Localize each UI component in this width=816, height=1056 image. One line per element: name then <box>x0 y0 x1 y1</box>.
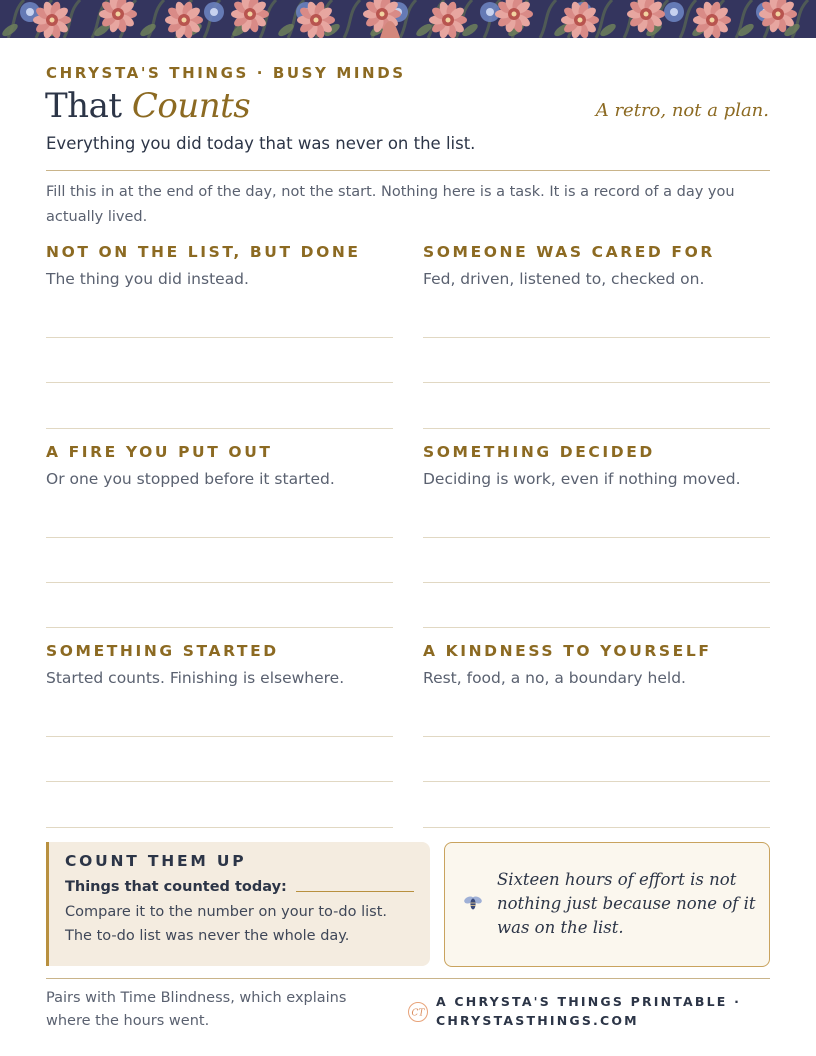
section-prompt: Started counts. Finishing is elsewhere. <box>46 669 345 687</box>
ct-logo-text: CT <box>411 1008 425 1019</box>
writing-line[interactable] <box>423 537 770 538</box>
section-prompt: Deciding is work, even if nothing moved. <box>423 470 741 488</box>
writing-line[interactable] <box>46 736 393 737</box>
writing-line[interactable] <box>46 781 393 782</box>
header-divider <box>46 170 770 171</box>
footer-credit <box>436 992 741 1030</box>
section-something-decided <box>423 440 770 490</box>
writing-line[interactable] <box>46 827 393 828</box>
writing-line[interactable] <box>46 537 393 538</box>
section-label: SOMETHING STARTED <box>46 642 279 660</box>
footer-divider <box>46 978 770 979</box>
count-field-row <box>65 879 414 895</box>
writing-line[interactable] <box>423 827 770 828</box>
section-prompt: The thing you did instead. <box>46 270 249 288</box>
writing-line[interactable] <box>423 781 770 782</box>
writing-line[interactable] <box>46 337 393 338</box>
section-something-started <box>46 639 393 689</box>
writing-line[interactable] <box>423 582 770 583</box>
footer-credit-line1: A CHRYSTA'S THINGS PRINTABLE · <box>436 994 742 1009</box>
section-label: A KINDNESS TO YOURSELF <box>423 642 712 660</box>
writing-line[interactable] <box>46 428 393 429</box>
writing-line[interactable] <box>423 736 770 737</box>
footer-note: Pairs with Time Blindness, which explains where the hours went. <box>46 990 347 1029</box>
section-prompt: Or one you stopped before it started. <box>46 470 335 488</box>
ct-logo-icon <box>407 1001 429 1027</box>
writing-line[interactable] <box>423 382 770 383</box>
writing-line[interactable] <box>46 582 393 583</box>
section-prompt: Fed, driven, listened to, checked on. <box>423 270 705 288</box>
writing-line[interactable] <box>423 337 770 338</box>
tagline: A retro, not a plan. <box>595 100 769 121</box>
count-box-title: COUNT THEM UP <box>65 852 247 870</box>
section-not-on-list <box>46 240 393 290</box>
bee-icon <box>463 895 483 915</box>
intro-text: Fill this in at the end of the day, not the start. Nothing here is a task. It is a record of a day you actually lived. <box>46 184 735 225</box>
section-kindness-to-yourself <box>423 639 770 689</box>
section-label: SOMETHING DECIDED <box>423 443 655 461</box>
quote-box <box>444 842 770 967</box>
page-title <box>45 86 250 126</box>
count-them-up-box <box>46 842 430 966</box>
brand-eyebrow: CHRYSTA'S THINGS · BUSY MINDS <box>46 64 406 82</box>
count-field-blank[interactable] <box>296 891 414 892</box>
count-box-note: Compare it to the number on your to-do list. The to-do list was never the whole day. <box>65 904 388 944</box>
section-label: NOT ON THE LIST, BUT DONE <box>46 243 361 261</box>
count-field-label: Things that counted today: <box>65 879 287 895</box>
title-plain: That <box>45 86 122 126</box>
section-fire-put-out <box>46 440 393 490</box>
writing-line[interactable] <box>423 428 770 429</box>
section-someone-cared-for <box>423 240 770 290</box>
section-label: SOMEONE WAS CARED FOR <box>423 243 715 261</box>
section-prompt: Rest, food, a no, a boundary held. <box>423 669 686 687</box>
quote-text: Sixteen hours of effort is not nothing just because none of it was on the list. <box>497 870 756 937</box>
footer-credit-line2: CHRYSTASTHINGS.COM <box>436 1013 639 1028</box>
title-accent: Counts <box>131 86 251 126</box>
subtitle: Everything you did today that was never on the list. <box>46 134 476 153</box>
writing-line[interactable] <box>46 627 393 628</box>
floral-banner <box>0 0 816 38</box>
writing-line[interactable] <box>423 627 770 628</box>
writing-line[interactable] <box>46 382 393 383</box>
section-label: A FIRE YOU PUT OUT <box>46 443 273 461</box>
